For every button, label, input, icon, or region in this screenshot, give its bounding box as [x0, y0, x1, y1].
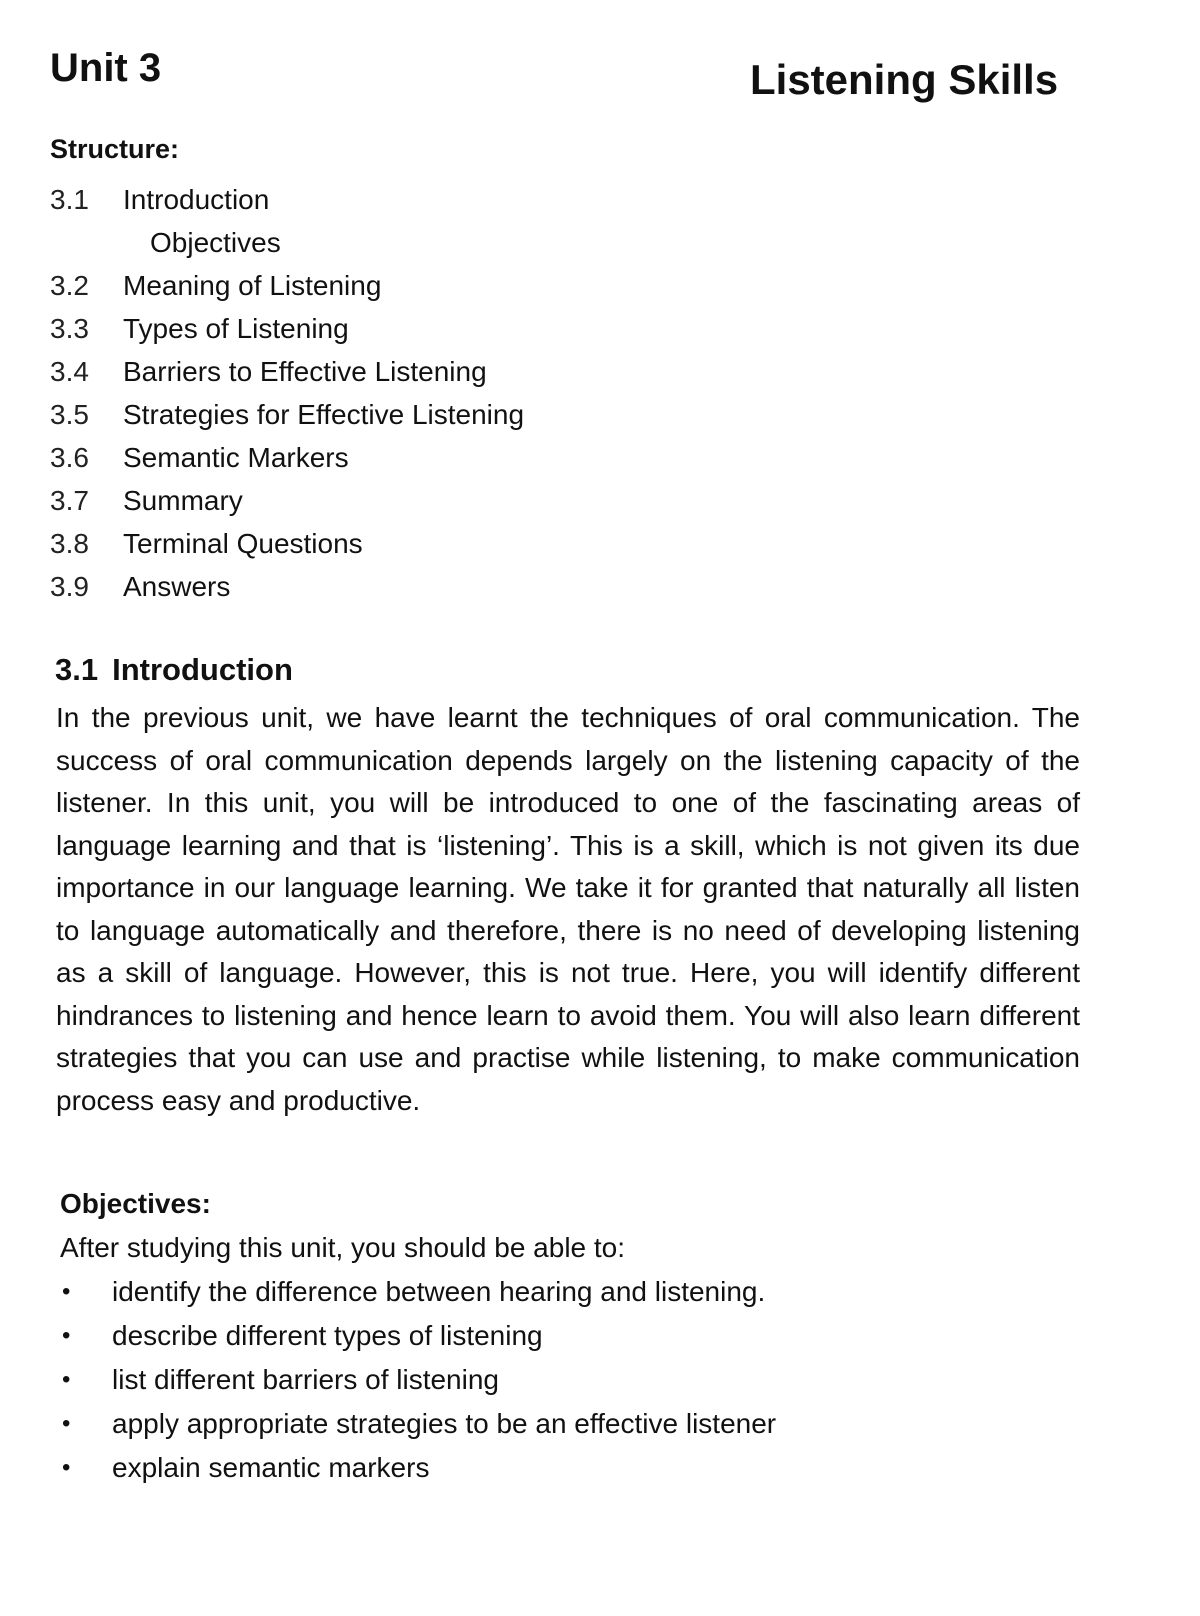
structure-list: [50, 178, 750, 608]
toc-label: Introduction: [123, 184, 270, 215]
toc-item: [50, 393, 750, 436]
toc-number: 3.1: [50, 184, 89, 215]
toc-number: 3.4: [50, 356, 89, 387]
objective-text: identify the difference between hearing and listening.: [112, 1276, 766, 1307]
list-item: [60, 1314, 1060, 1358]
toc-number: 3.8: [50, 528, 89, 559]
bullet-icon: •: [62, 1322, 71, 1349]
toc-item: [50, 436, 750, 479]
list-item: [60, 1402, 1060, 1446]
introduction-paragraph: In the previous unit, we have learnt the techniques of oral communication. The success of oral communication depends largely on the listening capacity of the listener. In this unit, you will be introduced to one of the fascinating areas of language learning and that is ‘listening’. This is a skill, which is not given its due importance in our language learning. We take it for granted that naturally all listen to language automatically and therefore, there is no need of developing listening as a skill of language. However, this is not true. Here, you will identify different hindrances to listening and hence learn to avoid them. You will also learn different strategies that you can use and practise while listening, to make communication process easy and productive.: [56, 702, 1080, 1116]
section-heading-introduction: [55, 652, 293, 688]
toc-number: 3.9: [50, 571, 89, 602]
objectives-heading: Objectives:: [60, 1188, 211, 1219]
toc-label: Barriers to Effective Listening: [123, 356, 487, 387]
bullet-icon: •: [62, 1278, 71, 1305]
objectives-lead: After studying this unit, you should be able to:: [60, 1232, 626, 1263]
toc-item: [50, 307, 750, 350]
unit-title: Listening Skills: [750, 56, 1059, 103]
toc-label: Types of Listening: [123, 313, 349, 344]
toc-subitem: Objectives: [150, 227, 281, 258]
bullet-icon: •: [62, 1366, 71, 1393]
objective-text: explain semantic markers: [112, 1452, 430, 1483]
section-number: 3.1: [55, 652, 99, 687]
unit-label: Unit 3: [50, 46, 162, 90]
bullet-icon: •: [62, 1454, 71, 1481]
toc-item: [50, 178, 750, 221]
toc-item: [50, 522, 750, 565]
toc-item: [50, 264, 750, 307]
toc-item: [50, 565, 750, 608]
toc-number: 3.7: [50, 485, 89, 516]
toc-label: Semantic Markers: [123, 442, 349, 473]
objective-text: describe different types of listening: [112, 1320, 543, 1351]
toc-number: 3.6: [50, 442, 89, 473]
toc-label: Terminal Questions: [123, 528, 363, 559]
toc-label: Strategies for Effective Listening: [123, 399, 525, 430]
toc-label: Answers: [123, 571, 231, 602]
toc-label: Meaning of Listening: [123, 270, 382, 301]
section-title: Introduction: [112, 652, 293, 687]
toc-item: [50, 350, 750, 393]
toc-number: 3.2: [50, 270, 89, 301]
list-item: [60, 1270, 1060, 1314]
list-item: [60, 1358, 1060, 1402]
structure-heading: Structure:: [50, 134, 180, 164]
toc-label: Summary: [123, 485, 243, 516]
objective-text: apply appropriate strategies to be an effective listener: [112, 1408, 777, 1439]
bullet-icon: •: [62, 1410, 71, 1437]
objective-text: list different barriers of listening: [112, 1364, 499, 1395]
list-item: [60, 1446, 1060, 1490]
toc-number: 3.3: [50, 313, 89, 344]
toc-number: 3.5: [50, 399, 89, 430]
toc-item: [50, 479, 750, 522]
objectives-list: [60, 1270, 1060, 1490]
